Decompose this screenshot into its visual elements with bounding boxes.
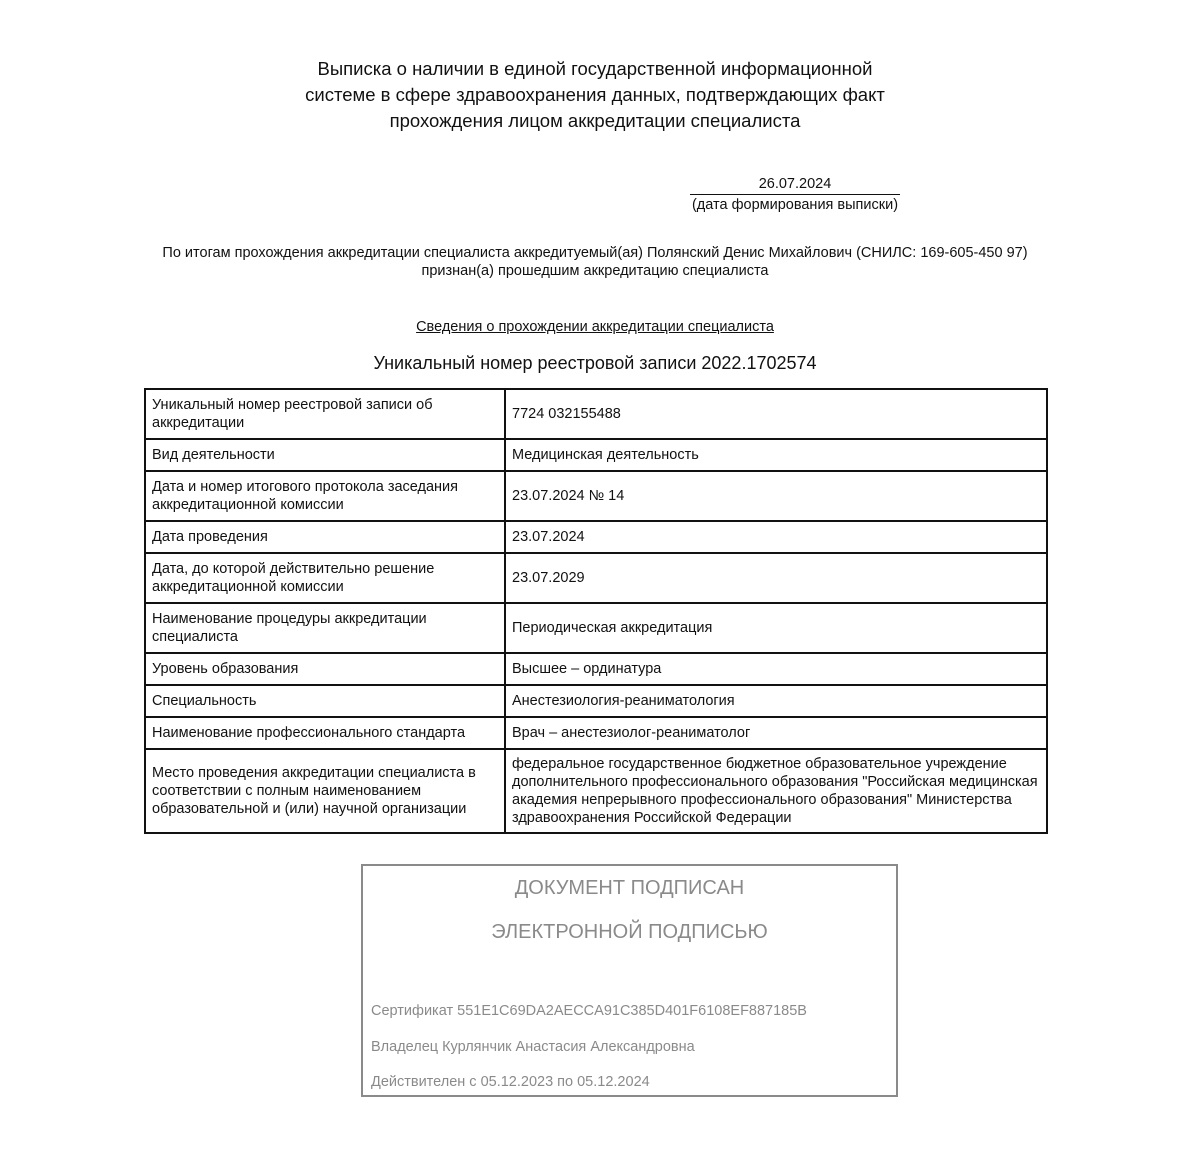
table-row — [145, 717, 1047, 749]
row-label: Уровень образования — [145, 653, 505, 685]
table-row — [145, 749, 1047, 833]
document-title-line-1: Выписка о наличии в единой государственной информационной — [317, 58, 873, 79]
stamp-title-line-2: ЭЛЕКТРОННОЙ ПОДПИСЬЮ — [491, 921, 768, 943]
row-label: Уникальный номер реестровой записи об аккредитации — [145, 389, 505, 439]
table-row — [145, 685, 1047, 717]
row-value: Высшее – ординатура — [505, 653, 1047, 685]
intro-line-2: признан(а) прошедшим аккредитацию специалиста — [421, 263, 769, 279]
date-block — [688, 175, 902, 214]
row-value: 23.07.2024 № 14 — [505, 471, 1047, 521]
table-row — [145, 553, 1047, 603]
row-value: федеральное государственное бюджетное образовательное учреждение дополнительного профессионального образования "Российская медицинская академия непрерывного профессионального образования" Министерства здравоохранения Российской Федерации — [505, 749, 1047, 833]
extract-date: 26.07.2024 — [690, 175, 900, 195]
document-title-line-3: прохождения лицом аккредитации специалиста — [389, 110, 801, 131]
intro-line-1: По итогам прохождения аккредитации специалиста аккредитуемый(ая) Полянский Денис Михайлович (СНИЛС: 169-605-450 97) — [162, 245, 1028, 261]
row-value: 23.07.2024 — [505, 521, 1047, 553]
row-value: Врач – анестезиолог-реаниматолог — [505, 717, 1047, 749]
stamp-validity: Действителен с 05.12.2023 по 05.12.2024 — [371, 1074, 650, 1090]
row-label: Дата, до которой действительно решение аккредитационной комиссии — [145, 553, 505, 603]
row-value: Медицинская деятельность — [505, 439, 1047, 471]
stamp-title-line-1: ДОКУМЕНТ ПОДПИСАН — [514, 877, 745, 899]
row-label: Дата проведения — [145, 521, 505, 553]
row-label: Специальность — [145, 685, 505, 717]
extract-date-caption: (дата формирования выписки) — [691, 197, 899, 213]
row-label: Место проведения аккредитации специалиста в соответствии с полным наименованием образовательной и (или) научной организации — [145, 749, 505, 833]
stamp-certificate: Сертификат 551E1C69DA2AECCA91C385D401F6108EF887185B — [371, 1003, 807, 1019]
row-value: 23.07.2029 — [505, 553, 1047, 603]
row-label: Наименование профессионального стандарта — [145, 717, 505, 749]
row-label: Вид деятельности — [145, 439, 505, 471]
row-value: 7724 032155488 — [505, 389, 1047, 439]
document-title — [0, 56, 1190, 134]
table-row — [145, 521, 1047, 553]
document-title-line-2: системе в сфере здравоохранения данных, подтверждающих факт — [305, 84, 885, 105]
table-row — [145, 653, 1047, 685]
table-row — [145, 439, 1047, 471]
electronic-signature-stamp — [361, 864, 898, 1097]
stamp-owner: Владелец Курлянчик Анастасия Александровна — [371, 1039, 695, 1055]
table-row — [145, 389, 1047, 439]
section-heading: Сведения о прохождении аккредитации специалиста — [416, 319, 774, 335]
table-row — [145, 471, 1047, 521]
row-value: Периодическая аккредитация — [505, 603, 1047, 653]
intro-paragraph — [0, 244, 1190, 280]
registry-number-heading: Уникальный номер реестровой записи 2022.1702574 — [373, 353, 817, 373]
accreditation-table — [144, 388, 1048, 834]
row-value: Анестезиология-реаниматология — [505, 685, 1047, 717]
table-row — [145, 603, 1047, 653]
row-label: Наименование процедуры аккредитации специалиста — [145, 603, 505, 653]
row-label: Дата и номер итогового протокола заседания аккредитационной комиссии — [145, 471, 505, 521]
